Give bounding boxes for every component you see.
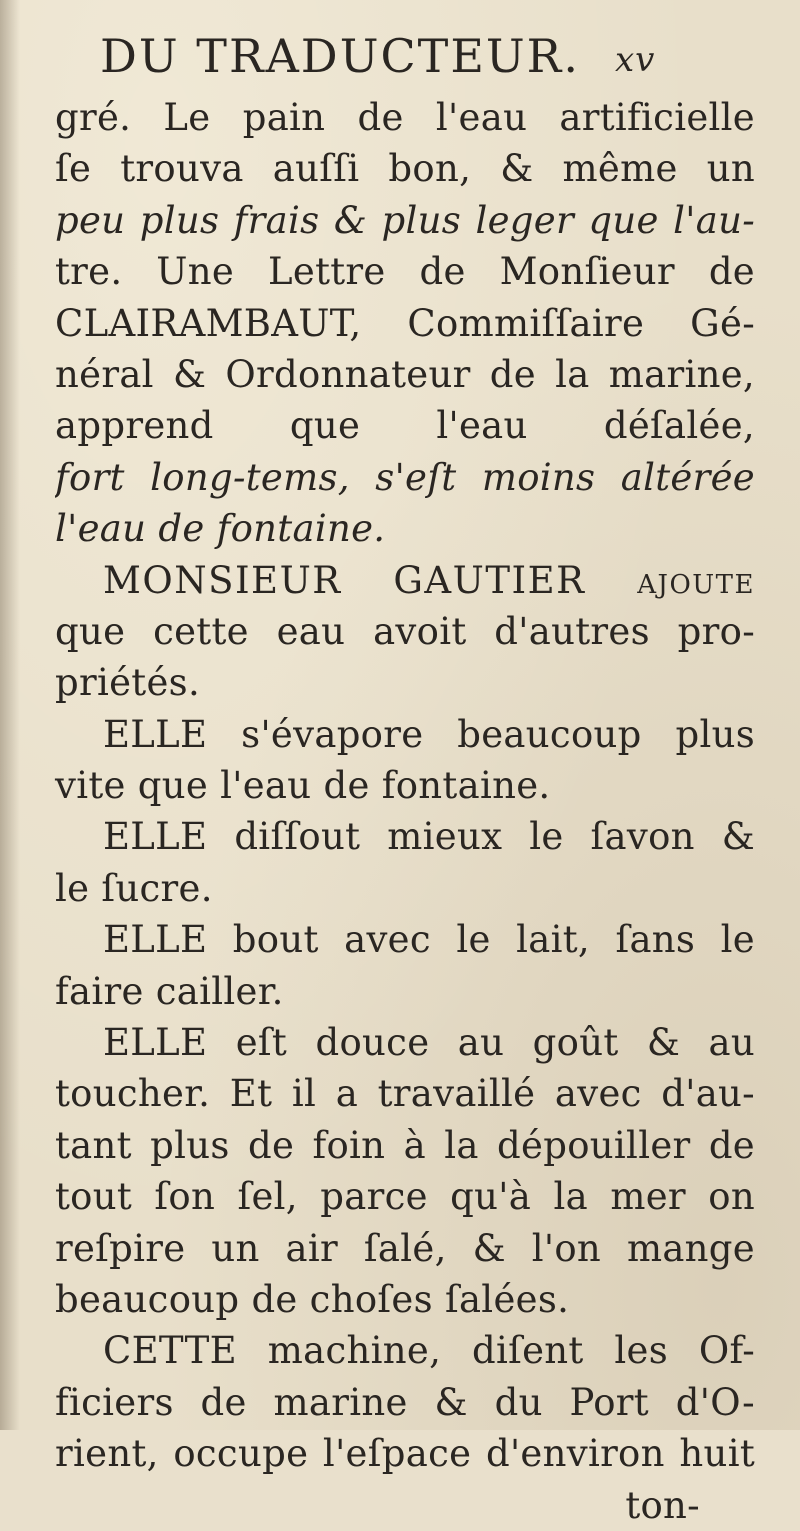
text-line: tant plus de foin à la dépouiller de: [55, 1123, 755, 1167]
text-line: priétés.: [55, 661, 201, 705]
text-line: ELLE bout avec le lait, ſans le: [103, 918, 755, 962]
text-line: reſpire un air ſalé, & l'on mange: [55, 1226, 755, 1270]
text-line: gré. Le pain de l'eau artificielle: [55, 96, 755, 139]
page-number: xv: [615, 40, 656, 80]
text-line: l'eau de fontaine.: [55, 507, 386, 551]
text-line: CLAIRAMBAUT, Commiſſaire Gé-: [55, 301, 755, 345]
text-line: tout ſon ſel, parce qu'à la mer on: [55, 1175, 755, 1219]
text-line: beaucoup de choſes ſalées.: [55, 1277, 570, 1321]
text-line: ſe trouva auſſi bon, & même un: [55, 147, 755, 191]
catchword: ton-: [625, 1483, 700, 1527]
text-line: faire cailler.: [55, 969, 284, 1013]
text-line: rient, occupe l'eſpace d'environ huit: [55, 1432, 755, 1476]
text-line: ELLE s'évapore beaucoup plus: [103, 712, 755, 756]
text-line: que cette eau avoit d'autres pro-: [55, 609, 755, 653]
text-line: MONSIEUR GAUTIER ajoute: [103, 558, 755, 602]
body-text: [55, 92, 755, 1531]
text-line: CETTE machine, diſent les Of-: [103, 1329, 755, 1373]
running-header: [100, 28, 660, 84]
text-line: vite que l'eau de fontaine.: [55, 764, 551, 808]
text-line: ELLE diſſout mieux le ſavon &: [103, 815, 755, 859]
text-line: apprend que l'eau déſalée,: [55, 404, 755, 448]
text-line: tre. Une Lettre de Monſieur de: [55, 250, 755, 294]
page-gutter-shadow: [0, 0, 20, 1430]
text-line: ficiers de marine & du Port d'O-: [55, 1380, 755, 1424]
text-line: le ſucre.: [55, 866, 213, 910]
text-line: ELLE eſt douce au goût & au: [103, 1021, 755, 1065]
text-line: toucher. Et il a travaillé avec d'au-: [55, 1072, 755, 1116]
text-line: néral & Ordonnateur de la marine,: [55, 352, 755, 396]
text-line: fort long-tems, s'eſt moins altérée: [55, 455, 755, 499]
running-title: DU TRADUCTEUR.: [100, 29, 580, 83]
text-line: peu plus frais & plus leger que l'au-: [55, 198, 755, 242]
